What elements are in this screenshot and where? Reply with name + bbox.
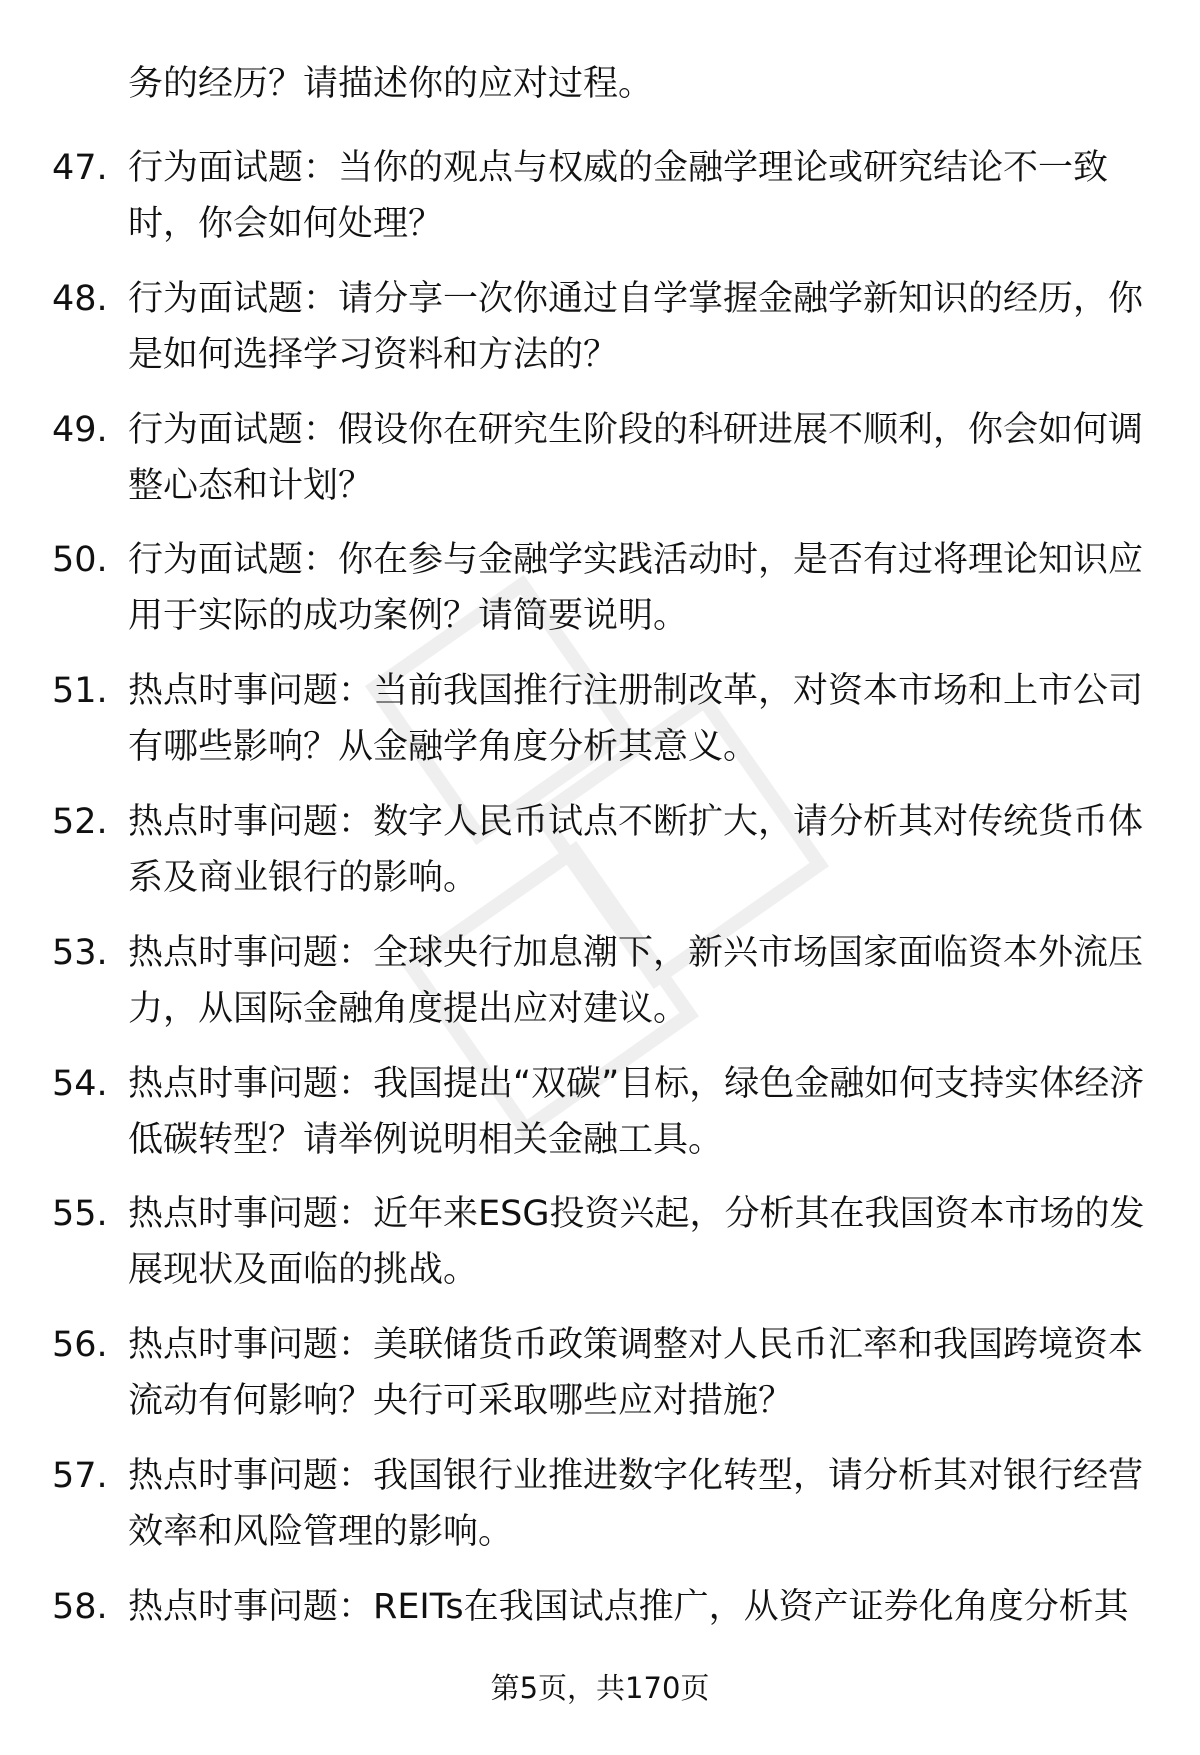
question-text: 行为面试题：假设你在研究生阶段的科研进展不顺利，你会如何调整心态和计划？ bbox=[128, 409, 1144, 506]
list-item bbox=[52, 402, 1152, 533]
list-item bbox=[52, 532, 1152, 663]
question-number: 56. bbox=[52, 1325, 108, 1366]
list-item bbox=[52, 794, 1152, 925]
question-text: 热点时事问题：近年来ESG投资兴起，分析其在我国资本市场的发展现状及面临的挑战。 bbox=[128, 1194, 1145, 1291]
question-number: 55. bbox=[52, 1194, 108, 1235]
question-number: 51. bbox=[52, 671, 108, 712]
list-item bbox=[52, 663, 1152, 794]
question-text: 行为面试题：请分享一次你通过自学掌握金融学新知识的经历，你是如何选择学习资料和方法的？ bbox=[128, 278, 1144, 375]
question-text: 行为面试题：当你的观点与权威的金融学理论或研究结论不一致时，你会如何处理？ bbox=[128, 148, 1109, 244]
question-text: 热点时事问题：全球央行加息潮下，新兴市场国家面临资本外流压力，从国际金融角度提出应对建议。 bbox=[128, 932, 1144, 1029]
question-number: 53. bbox=[52, 932, 108, 973]
page-number-footer: 第5页，共170页 bbox=[490, 1671, 710, 1705]
question-text: 热点时事问题：美联储货币政策调整对人民币汇率和我国跨境资本流动有何影响？央行可采取哪些应对措施？ bbox=[128, 1325, 1144, 1422]
question-text: 热点时事问题：我国银行业推进数字化转型，请分析其对银行经营效率和风险管理的影响。 bbox=[128, 1455, 1144, 1552]
question-number: 57. bbox=[52, 1455, 108, 1496]
question-number: 50. bbox=[52, 540, 108, 581]
question-number: 48. bbox=[52, 278, 108, 319]
list-item bbox=[52, 271, 1152, 402]
continued-question-text: 务的经历？请描述你的应对过程。 bbox=[128, 64, 654, 104]
question-number: 54. bbox=[52, 1063, 108, 1104]
question-number: 58. bbox=[52, 1586, 108, 1627]
list-item bbox=[52, 140, 1152, 271]
question-text: 行为面试题：你在参与金融学实践活动时，是否有过将理论知识应用于实际的成功案例？请简要说明。 bbox=[128, 540, 1144, 637]
question-text: 热点时事问题：当前我国推行注册制改革，对资本市场和上市公司有哪些影响？从金融学角度分析其意义。 bbox=[128, 671, 1144, 768]
list-item bbox=[52, 1056, 1152, 1187]
question-number: 52. bbox=[52, 801, 108, 842]
question-number: 49. bbox=[52, 409, 108, 450]
question-text: 热点时事问题：REITs在我国试点推广，从资产证券化角度分析其 bbox=[128, 1586, 1129, 1627]
list-item bbox=[52, 925, 1152, 1056]
list-item bbox=[52, 1186, 1152, 1317]
question-text: 热点时事问题：数字人民币试点不断扩大，请分析其对传统货币体系及商业银行的影响。 bbox=[128, 801, 1144, 898]
list-item bbox=[52, 1317, 1152, 1448]
question-text: 热点时事问题：我国提出“双碳”目标，绿色金融如何支持实体经济低碳转型？请举例说明相关金融工具。 bbox=[128, 1063, 1145, 1160]
question-number: 47. bbox=[52, 148, 108, 188]
question-list bbox=[52, 140, 1152, 1710]
list-item bbox=[52, 1448, 1152, 1579]
